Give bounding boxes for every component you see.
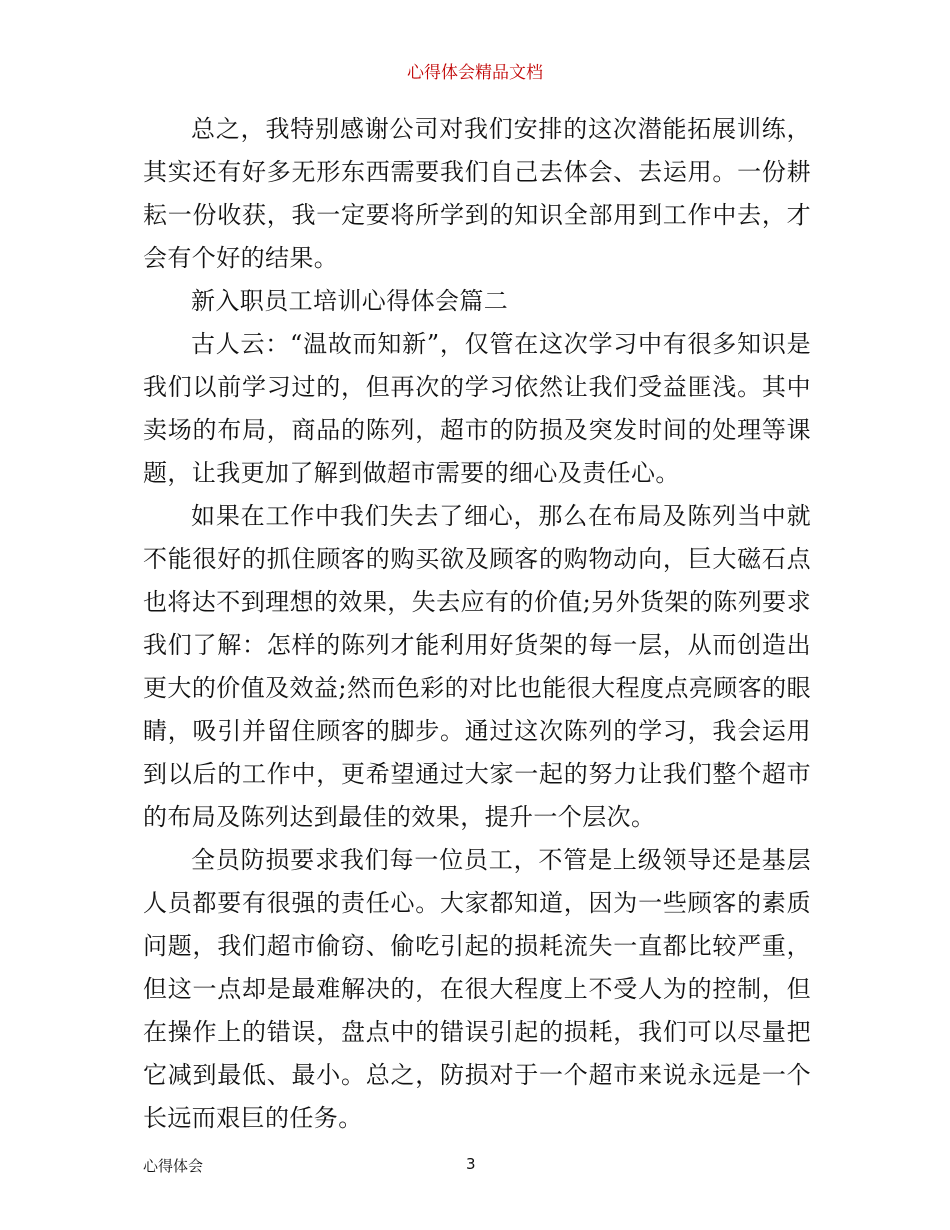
paragraph-conclusion: 总之，我特别感谢公司对我们安排的这次潜能拓展训练，其实还有好多无形东西需要我们自己去体会、去运用。一份耕耘一份收获，我一定要将所学到的知识全部用到工作中去，才会有个好的结果。 (143, 115, 811, 272)
page-footer (0, 1155, 950, 1179)
document-body (143, 108, 811, 1140)
paragraph-intro: 古人云：“温故而知新”，仅管在这次学习中有很多知识是我们以前学习过的，但再次的学习依然让我们受益匪浅。其中卖场的布局，商品的陈列，超市的防损及突发时间的处理等课题，让我更加了解到做超市需要的细心及责任心。 (143, 330, 811, 487)
paragraph-loss-prevention: 全员防损要求我们每一位员工，不管是上级领导还是基层人员都要有很强的责任心。大家都知道，因为一些顾客的素质问题，我们超市偷窃、偷吃引起的损耗流失一直都比较严重，但这一点却是最难解决的，在很大程度上不受人为的控制，但在操作上的错误，盘点中的错误引起的损耗，我们可以尽量把它减到最低、最小。总之，防损对于一个超市来说永远是一个长远而艰巨的任务。 (143, 846, 811, 1132)
page-number: 3 (466, 1155, 476, 1173)
section-heading: 新入职员工培训心得体会篇二 (191, 287, 509, 315)
page-header-title: 心得体会精品文档 (407, 63, 543, 83)
paragraph-display: 如果在工作中我们失去了细心，那么在布局及陈列当中就不能很好的抓住顾客的购买欲及顾客的购物动向，巨大磁石点也将达不到理想的效果，失去应有的价值;另外货架的陈列要求我们了解：怎样的陈列才能利用好货架的每一层，从而创造出更大的价值及效益;然而色彩的对比也能很大程度点亮顾客的眼睛，吸引并留住顾客的脚步。通过这次陈列的学习，我会运用到以后的工作中，更希望通过大家一起的努力让我们整个超市的布局及陈列达到最佳的效果，提升一个层次。 (143, 502, 811, 831)
footer-label: 心得体会 (143, 1157, 204, 1175)
